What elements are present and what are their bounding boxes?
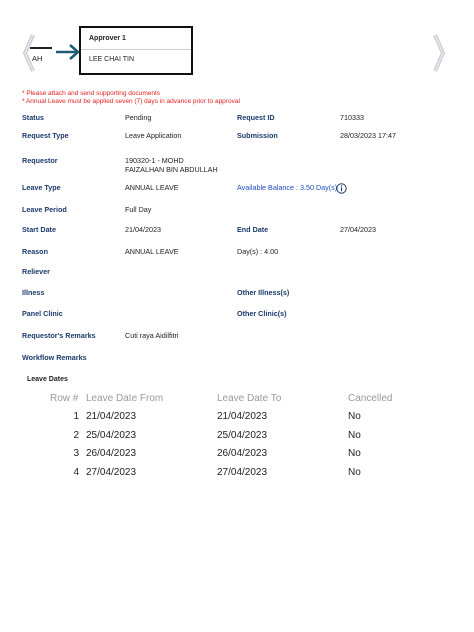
status-value: Pending (125, 113, 152, 122)
column-header-leave-date-from: Leave Date From (86, 393, 164, 404)
previous-approver-card[interactable] (30, 35, 52, 68)
request-id-value: 710333 (340, 113, 364, 122)
note-supporting-documents: * Please attach and send supporting documents (22, 90, 161, 97)
submission-value: 28/03/2023 17:47 (340, 131, 396, 140)
leave-dates-title: Leave Dates (27, 376, 68, 383)
leave-type-value: ANNUAL LEAVE (125, 183, 179, 192)
previous-approver-name: AH (32, 54, 43, 63)
start-date-value: 21/04/2023 (125, 225, 161, 234)
leave-date-from-cell: 26/04/2023 (86, 448, 137, 459)
requestor-remarks-label: Requestor's Remarks (22, 331, 96, 340)
leave-date-from-cell: 21/04/2023 (86, 411, 137, 422)
end-date-value: 27/04/2023 (340, 225, 376, 234)
days-value: Day(s) : 4.00 (237, 247, 279, 256)
reason-value: ANNUAL LEAVE (125, 247, 179, 256)
info-icon[interactable] (336, 181, 347, 192)
leave-date-from-cell: 25/04/2023 (86, 430, 137, 441)
requestor-remarks-value: Cuti raya Aidilfitri (125, 331, 179, 340)
available-balance: Available Balance : 3.50 Day(s) (237, 183, 338, 192)
note-advance-application: * Annual Leave must be applied seven (7) days in advance prior to approval (22, 98, 240, 105)
leave-date-to-cell: 27/04/2023 (217, 467, 268, 478)
request-type-label: Request Type (22, 131, 69, 140)
row-number-cell: 2 (73, 430, 79, 441)
status-label: Status (22, 113, 44, 122)
row-number-cell: 4 (73, 467, 79, 478)
request-type-value: Leave Application (125, 131, 182, 140)
leave-date-to-cell: 25/04/2023 (217, 430, 268, 441)
leave-date-from-cell: 27/04/2023 (86, 467, 137, 478)
card-divider (81, 49, 191, 50)
column-header-cancelled: Cancelled (348, 393, 393, 404)
cancelled-cell: No (348, 430, 361, 441)
leave-period-label: Leave Period (22, 205, 67, 214)
reason-label: Reason (22, 247, 48, 256)
cancelled-cell: No (348, 411, 361, 422)
leave-period-value: Full Day (125, 205, 152, 214)
other-illness-label: Other Illness(s) (237, 288, 290, 297)
illness-label: Illness (22, 288, 45, 297)
requestor-label: Requestor (22, 156, 58, 165)
row-number-cell: 3 (73, 448, 79, 459)
requestor-name-line: FAIZALHAN BIN ABDULLAH (125, 165, 218, 174)
request-id-label: Request ID (237, 113, 275, 122)
cancelled-cell: No (348, 467, 361, 478)
workflow-remarks-label: Workflow Remarks (22, 353, 87, 362)
requestor-value (125, 156, 218, 174)
column-header-leave-date-to: Leave Date To (217, 393, 282, 404)
requestor-id-line: 190320-1 - MOHD (125, 156, 184, 165)
card-divider (30, 47, 52, 49)
start-date-label: Start Date (22, 225, 56, 234)
column-header-row-number: Row # (50, 393, 79, 404)
reliever-label: Reliever (22, 267, 50, 276)
approver-name: LEE CHAI TIN (89, 56, 134, 63)
submission-label: Submission (237, 131, 278, 140)
approver-card[interactable] (79, 26, 193, 75)
leave-type-label: Leave Type (22, 183, 61, 192)
other-clinic-label: Other Clinic(s) (237, 309, 287, 318)
chevron-right-icon[interactable] (432, 34, 446, 72)
approver-title: Approver 1 (89, 35, 126, 42)
cancelled-cell: No (348, 448, 361, 459)
row-number-cell: 1 (73, 411, 79, 422)
end-date-label: End Date (237, 225, 269, 234)
leave-date-to-cell: 26/04/2023 (217, 448, 268, 459)
leave-date-to-cell: 21/04/2023 (217, 411, 268, 422)
panel-clinic-label: Panel Clinic (22, 309, 63, 318)
